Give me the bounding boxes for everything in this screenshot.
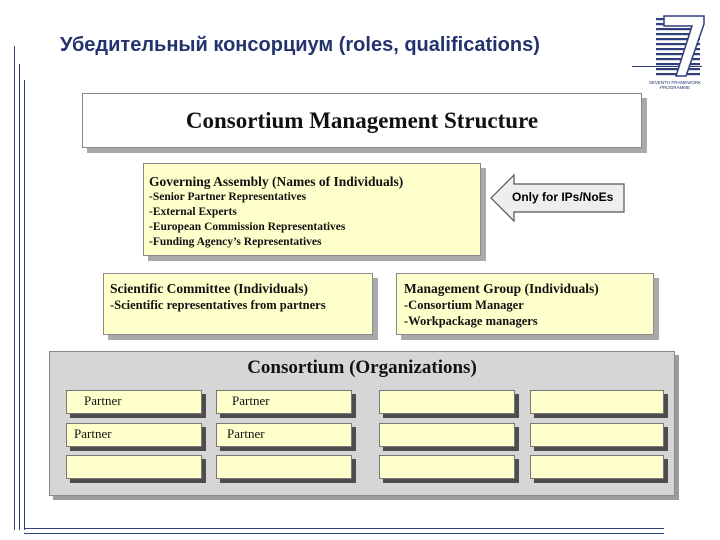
partner-cell: Partner xyxy=(216,423,352,447)
structure-title-box xyxy=(82,93,642,148)
partner-cell: Partner xyxy=(66,423,202,447)
scientific-committee-box xyxy=(103,273,373,335)
management-item: -Workpackage managers xyxy=(404,314,538,328)
structure-title: Consortium Management Structure xyxy=(185,107,539,133)
governing-item: -Senior Partner Representatives xyxy=(149,191,307,203)
frame-line xyxy=(19,64,20,530)
partner-cell-empty xyxy=(379,455,515,479)
consortium-title: Consortium (Organizations) xyxy=(247,357,477,378)
scientific-heading: Scientific Committee (Individuals) xyxy=(110,281,308,296)
partner-cell-empty xyxy=(66,455,202,479)
management-heading: Management Group (Individuals) xyxy=(404,281,599,296)
frame-line xyxy=(24,528,664,529)
partner-cell: Partner xyxy=(216,390,352,414)
governing-item: -Funding Agency’s Representatives xyxy=(149,236,322,248)
frame-line xyxy=(14,46,15,530)
management-group-box xyxy=(396,273,654,335)
partner-cell-empty xyxy=(216,455,352,479)
slide-title: Убедительный консорциум (roles, qualifications) xyxy=(60,34,540,56)
callout-label: Only for IPs/NoEs xyxy=(512,190,614,204)
partner-cell: Partner xyxy=(66,390,202,414)
frame-line xyxy=(24,533,664,534)
management-item: -Consortium Manager xyxy=(404,298,524,312)
partner-cell-empty xyxy=(379,423,515,447)
partner-cell-empty xyxy=(530,423,664,447)
scientific-item: -Scientific representatives from partners xyxy=(110,298,326,312)
consortium-box xyxy=(49,351,675,496)
frame-line xyxy=(24,80,25,530)
governing-item: -European Commission Representatives xyxy=(149,221,346,233)
governing-assembly-box xyxy=(143,163,481,256)
partner-cell-empty xyxy=(530,390,664,414)
governing-heading: Governing Assembly (Names of Individuals) xyxy=(149,174,404,189)
partner-cell-empty xyxy=(379,390,515,414)
partner-cell-empty xyxy=(530,455,664,479)
logo-caption: SEVENTH FRAMEWORK PROGRAMME xyxy=(648,80,702,90)
governing-item: -External Experts xyxy=(149,206,237,218)
